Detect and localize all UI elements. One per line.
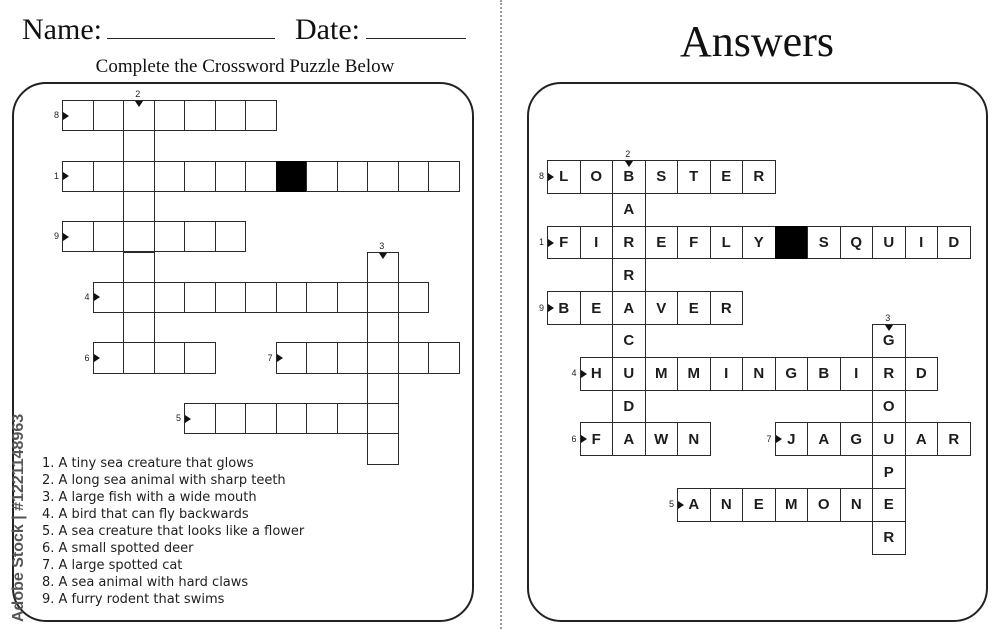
answer-cell: M [677,357,711,391]
clue-number: 2 [135,89,141,99]
puzzle-cell[interactable] [428,161,460,192]
puzzle-cell[interactable] [306,282,338,313]
answer-cell: L [710,226,744,260]
answer-cell: M [775,488,809,522]
page-divider [500,0,502,629]
arrow-right-icon [548,173,554,181]
puzzle-cell[interactable] [123,130,155,161]
answer-cell: J [775,422,809,456]
answer-cell: A [612,422,646,456]
answer-cell: N [677,422,711,456]
clue-number: 2 [625,149,631,159]
puzzle-cell[interactable] [154,100,186,131]
answer-cell: B [807,357,841,391]
puzzle-cell[interactable] [276,403,308,434]
answer-cell: U [612,357,646,391]
answer-cell: G [840,422,874,456]
puzzle-cell[interactable] [306,161,338,192]
clue-number: 1 [539,237,545,247]
puzzle-cell[interactable] [123,252,155,283]
puzzle-cell[interactable] [154,161,186,192]
puzzle-cell[interactable] [367,342,399,373]
clue-item: 6. A small spotted deer [42,541,194,556]
puzzle-cell[interactable] [215,221,247,252]
answer-cell: E [710,160,744,194]
arrow-right-icon [581,370,587,378]
answer-cell: N [710,488,744,522]
answer-cell: B [612,160,646,194]
answer-cell: V [645,291,679,325]
clue-number: 7 [766,433,772,444]
answer-cell: U [872,226,906,260]
date-field[interactable] [366,38,466,39]
answer-cell: E [580,291,614,325]
puzzle-cell[interactable] [245,100,277,131]
puzzle-cell[interactable] [245,403,277,434]
answer-cell: F [547,226,581,260]
puzzle-cell[interactable] [398,161,430,192]
black-cell [276,161,308,192]
puzzle-cell[interactable] [154,221,186,252]
answer-cell: R [612,258,646,292]
answer-cell: A [612,291,646,325]
answer-cell: R [872,357,906,391]
puzzle-cell[interactable] [93,100,125,131]
answer-cell: H [580,357,614,391]
clue-number: 3 [379,240,385,251]
answers-title: Answers [680,17,834,66]
puzzle-cell[interactable] [337,403,369,434]
answer-cell: E [677,291,711,325]
clue-number: 3 [885,313,891,323]
puzzle-cell[interactable] [123,191,155,222]
arrow-right-icon [277,354,283,362]
puzzle-cell[interactable] [215,100,247,131]
answer-cell: G [872,324,906,358]
puzzle-cell[interactable] [215,161,247,192]
puzzle-cell[interactable] [154,282,186,313]
answer-cell: F [580,422,614,456]
answer-cell: I [905,226,939,260]
answer-cell: F [677,226,711,260]
arrow-right-icon [94,354,100,362]
puzzle-cell[interactable] [398,342,430,373]
puzzle-cell[interactable] [215,282,247,313]
answer-cell: O [807,488,841,522]
answer-cell: A [612,193,646,227]
answer-cell: A [905,422,939,456]
answer-cell: B [547,291,581,325]
clue-list [42,455,304,608]
answer-cell: I [580,226,614,260]
puzzle-cell[interactable] [123,161,155,192]
puzzle-cell[interactable] [367,433,399,464]
answer-cell: G [775,357,809,391]
answer-cell: Q [840,226,874,260]
answer-cell: C [612,324,646,358]
puzzle-cell[interactable] [123,312,155,343]
puzzle-cell[interactable] [337,282,369,313]
instructions: Complete the Crossword Puzzle Below [95,56,395,77]
answer-cell: E [872,488,906,522]
puzzle-cell[interactable] [215,403,247,434]
clue-item: 8. A sea animal with hard claws [42,575,249,590]
answer-cell: A [677,488,711,522]
clue-number: 4 [571,368,577,379]
puzzle-cell[interactable] [337,161,369,192]
clue-item: 3. A large fish with a wide mouth [42,490,257,505]
clue-number: 6 [84,352,90,363]
arrow-right-icon [63,233,69,241]
puzzle-cell[interactable] [367,282,399,313]
puzzle-cell[interactable] [184,221,216,252]
clue-number: 6 [571,433,577,444]
clue-number: 7 [267,352,273,363]
answer-cell: E [742,488,776,522]
arrow-right-icon [581,435,587,443]
date-label: Date: [295,13,360,46]
clue-number: 1 [54,170,60,181]
answer-cell: P [872,455,906,489]
answer-cell: O [872,390,906,424]
arrow-right-icon [94,293,100,301]
puzzle-cell[interactable] [93,161,125,192]
puzzle-cell[interactable] [123,282,155,313]
answer-cell: R [937,422,971,456]
answer-cell: L [547,160,581,194]
arrow-right-icon [776,435,782,443]
puzzle-cell[interactable] [245,161,277,192]
puzzle-cell[interactable] [154,342,186,373]
answer-cell: R [742,160,776,194]
clue-number: 5 [669,499,675,510]
puzzle-cell[interactable] [184,100,216,131]
answer-cell: S [807,226,841,260]
clue-number: 5 [176,413,182,424]
clue-number: 8 [54,110,60,121]
clue-number: 4 [84,291,90,302]
answer-cell: R [872,521,906,555]
clue-item: 9. A furry rodent that swims [42,592,225,607]
arrow-down-icon [885,325,893,331]
answer-cell: A [807,422,841,456]
answer-cell: E [645,226,679,260]
answer-cell: D [937,226,971,260]
answer-cell: M [645,357,679,391]
puzzle-cell[interactable] [306,403,338,434]
puzzle-cell[interactable] [306,342,338,373]
arrow-right-icon [678,501,684,509]
answer-cell: O [580,160,614,194]
puzzle-cell[interactable] [367,403,399,434]
puzzle-cell[interactable] [367,312,399,343]
answer-cell: N [742,357,776,391]
answer-cell: S [645,160,679,194]
clue-item: 5. A sea creature that looks like a flower [42,524,305,539]
answer-cell: N [840,488,874,522]
answer-cell: R [612,226,646,260]
answer-cell: T [677,160,711,194]
puzzle-cell[interactable] [184,161,216,192]
clue-item: 4. A bird that can fly backwards [42,507,249,522]
answer-cell: W [645,422,679,456]
black-cell [775,226,809,260]
answer-cell: I [840,357,874,391]
answer-cell: R [710,291,744,325]
answer-cell: U [872,422,906,456]
name-label: Name: [22,13,102,46]
arrow-right-icon [63,112,69,120]
puzzle-cell[interactable] [123,221,155,252]
clue-item: 1. A tiny sea creature that glows [42,456,254,471]
answer-cell: I [710,357,744,391]
arrow-down-icon [379,253,387,259]
arrow-right-icon [63,172,69,180]
puzzle-cell[interactable] [245,282,277,313]
arrow-right-icon [185,415,191,423]
stock-watermark: Adobe Stock | #1221148963 [10,413,27,622]
arrow-down-icon [135,101,143,107]
puzzle-cell[interactable] [93,221,125,252]
arrow-right-icon [548,304,554,312]
clue-item: 2. A long sea animal with sharp teeth [42,473,286,488]
answer-cell: Y [742,226,776,260]
puzzle-cell[interactable] [367,373,399,404]
clue-number: 9 [54,231,60,242]
puzzle-cell[interactable] [398,282,430,313]
arrow-right-icon [548,239,554,247]
puzzle-cell[interactable] [123,342,155,373]
answer-cell: D [612,390,646,424]
puzzle-cell[interactable] [276,282,308,313]
puzzle-cell[interactable] [337,342,369,373]
clue-number: 9 [539,302,545,313]
name-field[interactable] [107,38,275,39]
puzzle-cell[interactable] [184,342,216,373]
answer-cell: D [905,357,939,391]
puzzle-cell[interactable] [184,282,216,313]
arrow-down-icon [625,161,633,167]
clue-item: 7. A large spotted cat [42,558,183,573]
clue-number: 8 [539,171,545,182]
puzzle-cell[interactable] [367,161,399,192]
puzzle-cell[interactable] [428,342,460,373]
